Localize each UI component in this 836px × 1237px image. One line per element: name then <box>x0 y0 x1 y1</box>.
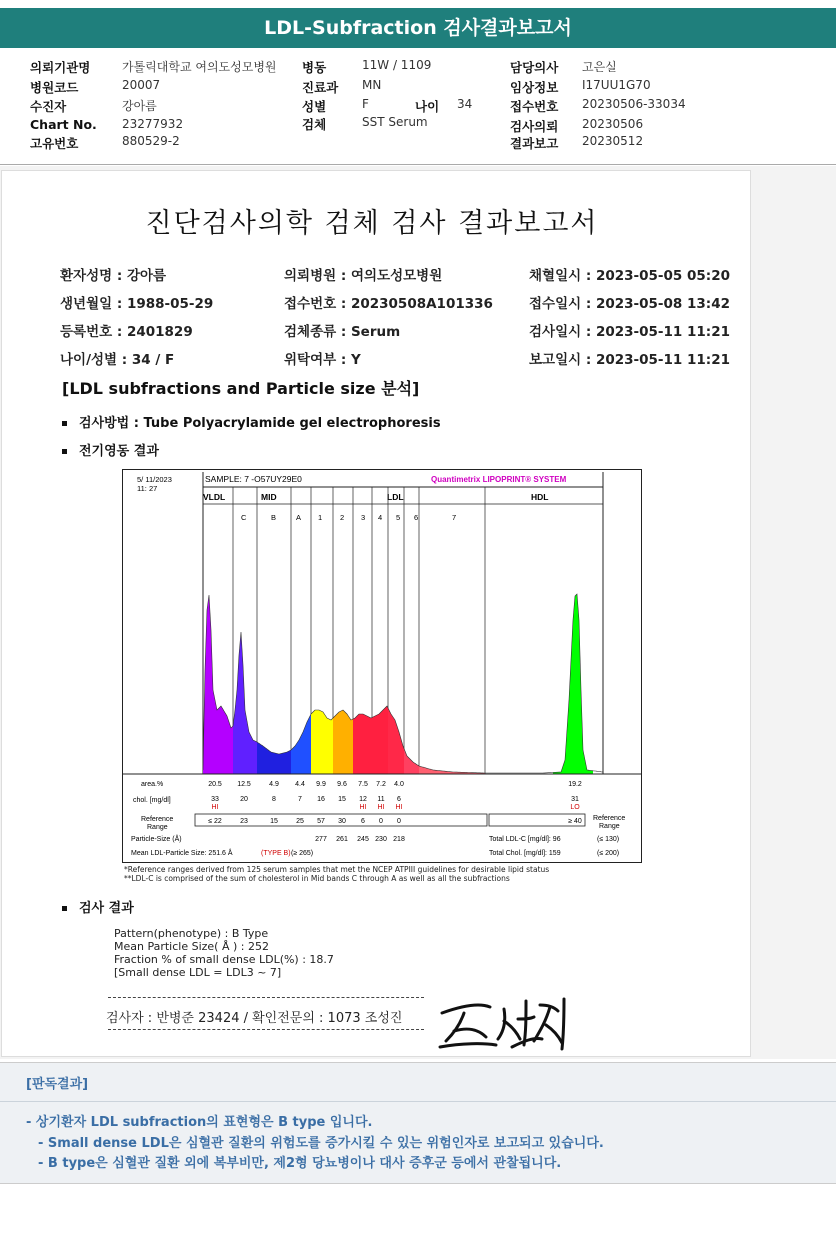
area-value: 9.9 <box>316 781 326 788</box>
area-value: 9.6 <box>337 781 347 788</box>
band-label-b: B <box>271 513 277 522</box>
info-value: 강아름 <box>122 99 157 113</box>
chart-footnote-2: **LDL-C is comprised of the sum of cholesterol in Mid bands C through A as well as all the subfractions <box>124 874 510 883</box>
info-label: 검체 <box>302 117 327 132</box>
mean-type: (TYPE B) <box>261 850 291 857</box>
ref-right-label-2: Range <box>599 823 620 830</box>
ref-value: 25 <box>296 818 304 825</box>
ref-value: 0 <box>379 818 383 825</box>
paper-field: 생년월일 : 1988-05-29 <box>60 296 214 312</box>
particle-size-value: 218 <box>393 836 405 843</box>
total-chol-ref: (≤ 200) <box>597 850 620 857</box>
paper-field: 접수번호 : 20230508A101336 <box>284 296 493 312</box>
chart-footnote-1: *Reference ranges derived from 125 serum samples that met the NCEP ATPIII guidelines for desirable lipid status <box>124 865 550 874</box>
paper-title: 진단검사의학 검체 검사 결과보고서 <box>145 208 599 239</box>
group-label-hdl: HDL <box>531 492 549 502</box>
particle-size-value: 230 <box>375 836 387 843</box>
density-curves <box>203 594 603 774</box>
paper-field: 채혈일시 : 2023-05-05 05:20 <box>529 268 730 284</box>
ldl3-fill <box>353 714 372 774</box>
method-label: 검사방법 : Tube Polyacrylamide gel electrophoresis <box>79 416 441 431</box>
band-label-3: 3 <box>361 513 366 522</box>
particle-size-value: 245 <box>357 836 369 843</box>
density-outline <box>203 594 603 773</box>
chol-value: 33 <box>211 796 219 803</box>
paper-field: 검사일시 : 2023-05-11 11:21 <box>529 324 730 340</box>
ref-value: 57 <box>317 818 325 825</box>
info-label: 병원코드 <box>30 80 79 95</box>
chol-value: 11 <box>377 796 385 803</box>
chol-flag: HI <box>377 804 385 811</box>
chol-value: 31 <box>571 796 579 803</box>
info-value: F <box>362 97 369 111</box>
particle-size-value: 277 <box>315 836 327 843</box>
info-label: 성별 <box>302 99 327 114</box>
band-label-4: 4 <box>378 513 383 522</box>
chart-time: 11: 27 <box>137 484 158 493</box>
electro-label: 전기영동 결과 <box>79 444 159 459</box>
chol-flag: HI <box>395 804 403 811</box>
chol-flag: HI <box>359 804 367 811</box>
info-value: 20230506-33034 <box>582 97 686 111</box>
chol-value: 16 <box>317 796 325 803</box>
info-value: 34 <box>457 97 473 111</box>
info-label: Chart No. <box>30 117 97 132</box>
ref-value: 30 <box>338 818 346 825</box>
result-label: 검사 결과 <box>79 901 134 916</box>
info-label: 병동 <box>302 60 327 75</box>
bullet-square-icon <box>62 421 67 426</box>
band-label-a: A <box>296 513 302 522</box>
interpretation-line: - B type은 심혈관 질환 외에 복부비만, 제2형 당뇨병이나 대사 증후군 등에서 관찰됩니다. <box>38 1156 562 1171</box>
result-line: Fraction % of small dense LDL(%) : 18.7 <box>114 953 334 966</box>
info-value: 20007 <box>122 78 161 92</box>
total-chol: Total Chol. [mg/dl]: 159 <box>489 850 561 857</box>
ref-value: ≤ 22 <box>208 818 222 825</box>
interpretation-panel <box>0 1062 836 1184</box>
group-label-vldl: VLDL <box>203 492 226 502</box>
paper-field: 환자성명 : 강아름 <box>60 268 167 284</box>
info-label: 담당의사 <box>510 60 559 75</box>
paper-field: 접수일시 : 2023-05-08 13:42 <box>529 296 730 312</box>
ref-row-label-2: Range <box>147 824 168 831</box>
chol-value: 7 <box>298 796 302 803</box>
mean-ref: (≥ 265) <box>291 850 314 857</box>
info-value: 20230512 <box>582 134 644 148</box>
value-table <box>208 781 582 825</box>
group-label-ldl: LDL <box>387 492 404 502</box>
band-label-1: 1 <box>318 513 323 522</box>
signature-rule-top <box>108 997 424 998</box>
group-label-mid: MID <box>261 492 277 502</box>
chol-value: 6 <box>397 796 401 803</box>
chol-row-label: chol. [mg/dl] <box>133 797 171 804</box>
band-label-c: C <box>241 513 247 522</box>
chol-flag: HI <box>211 804 219 811</box>
info-value: 20230506 <box>582 117 644 131</box>
interpretation-head: [판독결과] <box>26 1077 89 1092</box>
interpretation-line: - 상기환자 LDL subfraction의 표현형은 B type 입니다. <box>26 1115 373 1130</box>
interpretation-line: - Small dense LDL은 심혈관 질환의 위험도를 증가시킬 수 있는 위험인자로 보고되고 있습니다. <box>38 1136 604 1151</box>
result-line: [Small dense LDL = LDL3 ~ 7] <box>114 966 282 979</box>
paper-field: 검체종류 : Serum <box>284 324 401 340</box>
info-value: 11W / 1109 <box>362 58 432 72</box>
handwritten-signature <box>434 991 574 1051</box>
result-bullet <box>62 897 134 916</box>
particle-sizes <box>315 836 405 843</box>
chol-value: 15 <box>338 796 346 803</box>
band-label-5: 5 <box>396 513 401 522</box>
total-ldl-ref: (≤ 130) <box>597 836 620 843</box>
signature-line: 검사자 : 반병준 23424 / 확인전문의 : 1073 조성진 <box>106 1011 403 1026</box>
band-b-fill <box>257 742 291 774</box>
band-dividers <box>203 487 603 774</box>
info-label: 검사의뢰 <box>510 119 559 134</box>
info-value: 23277932 <box>122 117 184 131</box>
band-label-2: 2 <box>340 513 345 522</box>
report-header <box>0 8 836 48</box>
info-label: 수진자 <box>30 99 67 114</box>
ldl6-fill <box>404 749 419 775</box>
vldl-fill <box>203 595 233 774</box>
section-title: [LDL subfractions and Particle size 분석] <box>62 379 420 398</box>
signature-rule-bottom <box>108 1029 424 1030</box>
paper-field: 위탁여부 : Y <box>284 352 361 368</box>
result-line: Pattern(phenotype) : B Type <box>114 927 269 940</box>
info-value: SST Serum <box>362 115 428 129</box>
mean-size-label: Mean LDL-Particle Size: 251.6 Å <box>131 850 233 857</box>
ref-value: 23 <box>240 818 248 825</box>
info-value: I17UU1G70 <box>582 78 651 92</box>
scanned-report-area <box>0 166 836 1059</box>
paper-field: 나이/성별 : 34 / F <box>60 352 175 368</box>
info-label: 진료과 <box>302 80 339 95</box>
particle-label: Particle-Size (Å) <box>131 836 182 843</box>
chart-date: 5/ 11/2023 <box>137 475 172 484</box>
band-a-fill <box>291 714 311 774</box>
area-value: 19.2 <box>568 781 582 788</box>
scanned-report-page <box>1 170 751 1057</box>
chart-brand: Quantimetrix LIPOPRINT® SYSTEM <box>431 475 567 484</box>
info-value: 가톨릭대학교 여의도성모병원 <box>122 60 277 74</box>
band-label-6: 6 <box>414 513 419 522</box>
info-value: MN <box>362 78 382 92</box>
info-label: 임상정보 <box>510 80 559 95</box>
area-value: 12.5 <box>237 781 251 788</box>
chol-value: 12 <box>359 796 367 803</box>
band-c-fill <box>233 632 257 774</box>
area-value: 20.5 <box>208 781 222 788</box>
ref-value: ≥ 40 <box>568 818 582 825</box>
area-value: 4.9 <box>269 781 279 788</box>
ref-value: 6 <box>361 818 365 825</box>
total-ldl: Total LDL-C [mg/dl]: 96 <box>489 836 561 843</box>
paper-field: 의뢰병원 : 여의도성모병원 <box>284 268 443 284</box>
ref-value: 0 <box>397 818 401 825</box>
result-line: Mean Particle Size( Å ) : 252 <box>114 940 269 953</box>
bullet-square-icon <box>62 906 67 911</box>
chol-flag: LO <box>570 804 580 811</box>
band-label-7: 7 <box>452 513 457 522</box>
patient-info-table <box>0 52 836 165</box>
particle-size-value: 261 <box>336 836 348 843</box>
paper-field: 보고일시 : 2023-05-11 11:21 <box>529 352 730 368</box>
paper-field: 등록번호 : 2401829 <box>60 324 193 340</box>
area-value: 7.5 <box>358 781 368 788</box>
ldl2-fill <box>333 710 353 774</box>
area-value: 4.4 <box>295 781 305 788</box>
chart-svg <box>123 470 641 862</box>
info-label: 접수번호 <box>510 99 559 114</box>
chol-value: 8 <box>272 796 276 803</box>
area-row-label: area.% <box>141 781 164 788</box>
chart-sample: SAMPLE: 7 -O57UY29E0 <box>205 474 302 484</box>
ref-value: 15 <box>270 818 278 825</box>
ref-row-label: Reference <box>141 816 174 823</box>
electrophoresis-chart <box>122 469 642 863</box>
report-title: LDL-Subfraction 검사결과보고서 <box>264 17 572 39</box>
area-value: 4.0 <box>394 781 404 788</box>
method-bullet <box>62 412 441 431</box>
info-label: 의뢰기관명 <box>30 60 91 75</box>
electro-bullet <box>62 440 159 459</box>
ref-right-label: Reference <box>593 815 626 822</box>
info-label: 나이 <box>415 99 440 114</box>
info-label: 고유번호 <box>30 136 79 151</box>
top-strip <box>0 0 836 6</box>
info-value: 880529-2 <box>122 134 180 148</box>
bullet-square-icon <box>62 449 67 454</box>
info-label: 결과보고 <box>510 136 559 151</box>
chol-value: 20 <box>240 796 248 803</box>
interpretation-divider <box>0 1101 836 1102</box>
area-value: 7.2 <box>376 781 386 788</box>
info-value: 고은실 <box>582 60 617 74</box>
